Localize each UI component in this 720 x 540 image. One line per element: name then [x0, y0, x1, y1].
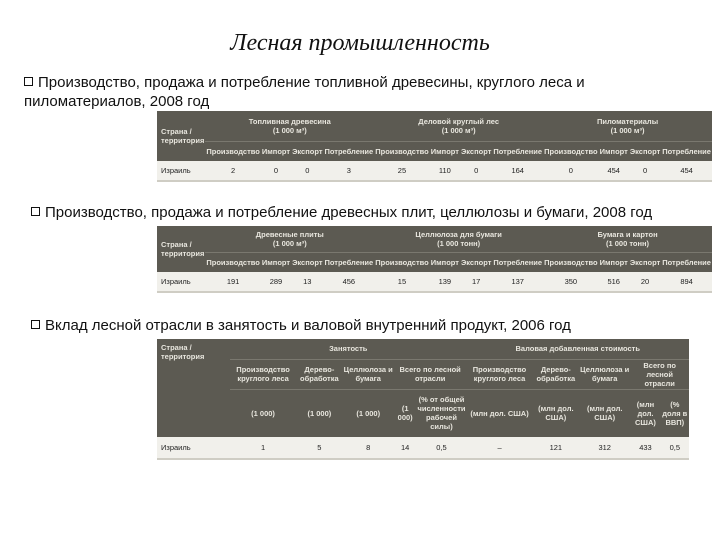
column-header: Производство	[374, 141, 430, 161]
bullet-employment-gdp	[31, 316, 711, 335]
column-header: Потребление	[324, 141, 375, 161]
country-header: Страна / территория	[157, 339, 230, 437]
value-cell: 110	[430, 161, 460, 181]
value-cell: 25	[374, 161, 430, 181]
checkbox-bullet-icon	[24, 77, 33, 86]
value-cell: 0,5	[661, 437, 689, 459]
value-cell: 5	[296, 437, 343, 459]
column-header: Потребление	[492, 141, 543, 161]
group-header-employment: Занятость	[230, 339, 466, 359]
bullet-panels-pulp-paper	[31, 203, 711, 222]
value-cell: 8	[343, 437, 394, 459]
column-header: Дерево-обработка	[533, 359, 580, 389]
value-cell: 1	[230, 437, 296, 459]
column-header: Экспорт	[291, 141, 323, 161]
column-header: Всего по лесной отрасли	[630, 359, 689, 389]
bullet-text-line2: пиломатериалов, 2008 год	[24, 93, 210, 110]
value-cell: 15	[374, 272, 430, 292]
value-cell: 13	[291, 272, 323, 292]
group-header: Пиломатериалы (1 000 м³)	[543, 111, 712, 141]
column-header: Экспорт	[291, 252, 323, 272]
value-cell: 454	[599, 161, 629, 181]
column-header: Экспорт	[460, 252, 492, 272]
unit-header: (% доля в ВВП)	[661, 389, 689, 437]
country-cell: Израиль	[157, 161, 205, 181]
group-header: Древесные плиты (1 000 м³)	[205, 226, 374, 252]
value-cell: 433	[630, 437, 660, 459]
unit-header: (млн дол. США)	[533, 389, 580, 437]
value-cell: 121	[533, 437, 580, 459]
unit-header: (1 000)	[230, 389, 296, 437]
column-header: Производство	[374, 252, 430, 272]
value-cell: 137	[492, 272, 543, 292]
column-header: Импорт	[430, 141, 460, 161]
column-header: Потребление	[324, 252, 375, 272]
group-header-value-added: Валовая добавленная стоимость	[466, 339, 689, 359]
column-header: Экспорт	[629, 252, 661, 272]
checkbox-bullet-icon	[31, 320, 40, 329]
column-header: Целлюлоза и бумага	[579, 359, 630, 389]
checkbox-bullet-icon	[31, 207, 40, 216]
value-cell: 894	[661, 272, 712, 292]
value-cell: 17	[460, 272, 492, 292]
bullet-text-line1: Производство, продажа и потребление топливной древесины, круглого леса и	[38, 74, 585, 91]
column-header: Производство	[205, 141, 261, 161]
unit-header: (1 000)	[394, 389, 417, 437]
country-header: Страна / территория	[157, 226, 205, 272]
unit-header: (1 000)	[296, 389, 343, 437]
value-cell: –	[466, 437, 532, 459]
column-header: Дерево-обработка	[296, 359, 343, 389]
column-header: Всего по лесной отрасли	[394, 359, 467, 389]
column-header: Импорт	[261, 252, 291, 272]
value-cell: 191	[205, 272, 261, 292]
unit-header: (млн дол. США)	[466, 389, 532, 437]
column-header: Импорт	[261, 141, 291, 161]
bullet-text: Производство, продажа и потребление древесных плит, целлюлозы и бумаги, 2008 год	[45, 204, 653, 221]
column-header: Потребление	[661, 252, 712, 272]
country-header: Страна / территория	[157, 111, 205, 161]
unit-header: (млн дол. США)	[630, 389, 660, 437]
unit-header: (% от общей численности рабочей силы)	[417, 389, 467, 437]
column-header: Импорт	[430, 252, 460, 272]
column-header: Импорт	[599, 141, 629, 161]
value-cell: 289	[261, 272, 291, 292]
table-row	[157, 161, 712, 181]
slide-title: Лесная промышленность	[230, 30, 490, 56]
value-cell: 164	[492, 161, 543, 181]
table-employment-value-added	[157, 339, 689, 460]
table-panels-pulp-paper	[157, 226, 712, 293]
value-cell: 139	[430, 272, 460, 292]
column-header: Импорт	[599, 252, 629, 272]
unit-header: (1 000)	[343, 389, 394, 437]
column-header: Целлюлоза и бумага	[343, 359, 394, 389]
value-cell: 0,5	[417, 437, 467, 459]
value-cell: 0	[629, 161, 661, 181]
group-header: Целлюлоза для бумаги (1 000 тонн)	[374, 226, 543, 252]
column-header: Потребление	[661, 141, 712, 161]
value-cell: 516	[599, 272, 629, 292]
table-row	[157, 272, 712, 292]
column-header: Экспорт	[629, 141, 661, 161]
bullet-text: Вклад лесной отрасли в занятость и валовой внутренний продукт, 2006 год	[45, 317, 571, 334]
value-cell: 312	[579, 437, 630, 459]
bullet-production-wood	[24, 73, 714, 111]
column-header: Потребление	[492, 252, 543, 272]
country-cell: Израиль	[157, 437, 230, 459]
column-header: Производство	[543, 252, 599, 272]
column-header: Производство круглого леса	[466, 359, 532, 389]
column-header: Производство круглого леса	[230, 359, 296, 389]
column-header: Экспорт	[460, 141, 492, 161]
table-row	[157, 437, 689, 459]
value-cell: 20	[629, 272, 661, 292]
value-cell: 2	[205, 161, 261, 181]
group-header: Деловой круглый лес (1 000 м³)	[374, 111, 543, 141]
value-cell: 14	[394, 437, 417, 459]
value-cell: 0	[261, 161, 291, 181]
country-cell: Израиль	[157, 272, 205, 292]
value-cell: 0	[460, 161, 492, 181]
unit-header: (млн дол. США)	[579, 389, 630, 437]
value-cell: 0	[543, 161, 599, 181]
value-cell: 456	[324, 272, 375, 292]
value-cell: 350	[543, 272, 599, 292]
column-header: Производство	[543, 141, 599, 161]
value-cell: 0	[291, 161, 323, 181]
table-wood-roundwood-sawnwood	[157, 111, 712, 182]
column-header: Производство	[205, 252, 261, 272]
group-header: Топливная древесина (1 000 м³)	[205, 111, 374, 141]
value-cell: 454	[661, 161, 712, 181]
group-header: Бумага и картон (1 000 тонн)	[543, 226, 712, 252]
value-cell: 3	[324, 161, 375, 181]
